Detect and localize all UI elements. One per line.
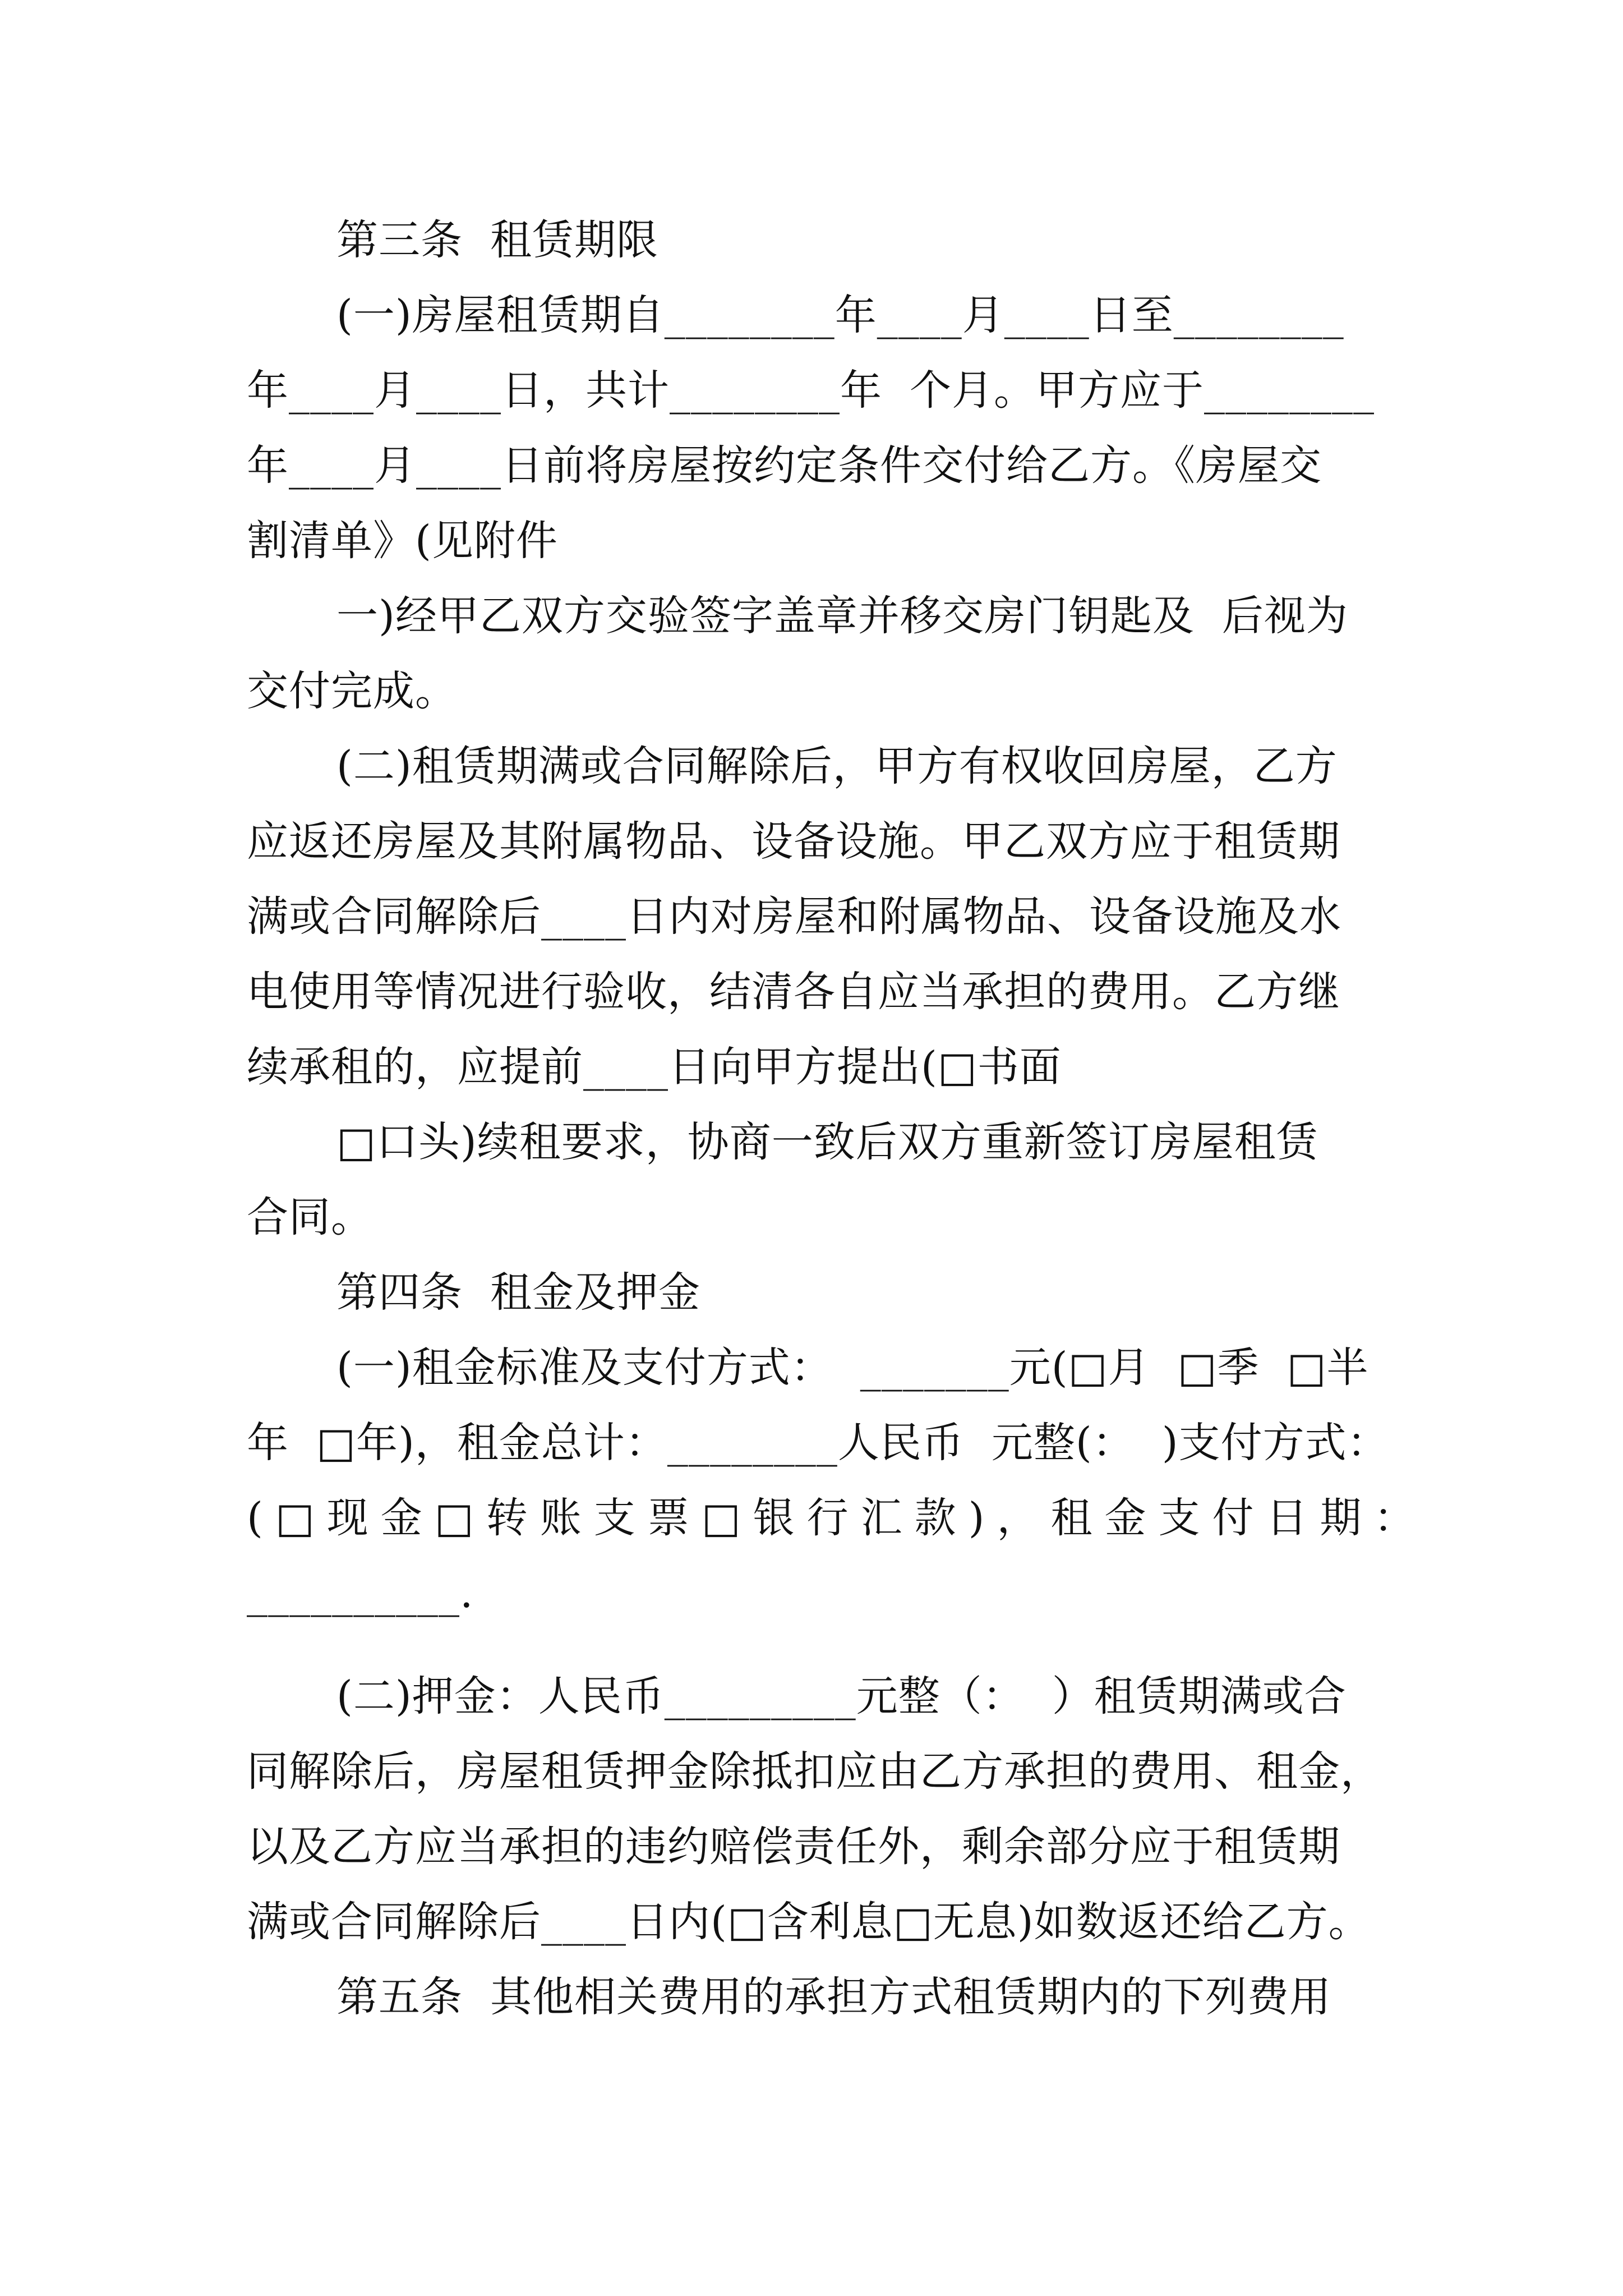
paragraph-line: 年____月____日前将房屋按约定条件交付给乙方。《房屋交 <box>247 441 1322 490</box>
paragraph-line: 以及乙方应当承担的违约赔偿责任外，剩余部分应于租赁期 <box>247 1823 1340 1871</box>
paragraph-line: □口头)续租要求，协商一致后双方重新签订房屋租赁 <box>336 1118 1318 1166</box>
paragraph-line: 年____月____日，共计________年 个月。甲方应于________ <box>247 366 1375 415</box>
paragraph-line: (二)押金：人民币_________元整（： ）租赁期满或合 <box>336 1672 1347 1720</box>
paragraph-line: 年 □年)，租金总计：________人民币 元整(： )支付方式： <box>247 1419 1389 1467</box>
paragraph-line: 电使用等情况进行验收，结清各自应当承担的费用。乙方继 <box>247 968 1340 1016</box>
paragraph-line: (二)租赁期满或合同解除后，甲方有权收回房屋，乙方 <box>336 742 1338 790</box>
paragraph-line: (□现金□转账支票□银行汇款)，租金支付日期： <box>247 1494 1428 1542</box>
paragraph-line: 交付完成。 <box>247 667 457 715</box>
paragraph-line: 满或合同解除后____日内(□含利息□无息)如数返还给乙方。 <box>247 1898 1371 1946</box>
paragraph-line: (一)房屋租赁期自________年____月____日至________ <box>336 291 1344 339</box>
paragraph-line: __________. <box>247 1569 474 1617</box>
paragraph-line: (一)租金标准及支付方式： _______元(□月 □季 □半 <box>336 1343 1369 1392</box>
article-5-heading: 第五条 其他相关费用的承担方式租赁期内的下列费用 <box>336 1973 1332 2021</box>
paragraph-line: 续承租的，应提前____日向甲方提出(□书面 <box>247 1043 1062 1091</box>
paragraph-line: 割清单》(见附件 <box>247 517 558 565</box>
article-3-heading: 第三条 租赁期限 <box>336 216 659 264</box>
paragraph-line: 满或合同解除后____日内对房屋和附属物品、设备设施及水 <box>247 892 1341 941</box>
article-4-heading: 第四条 租金及押金 <box>336 1268 701 1317</box>
paragraph-line: 应返还房屋及其附属物品、设备设施。甲乙双方应于租赁期 <box>247 817 1340 866</box>
paragraph-line: 一)经甲乙双方交验签字盖章并移交房门钥匙及 后视为 <box>336 592 1348 640</box>
paragraph-line: 同解除后，房屋租赁押金除抵扣应由乙方承担的费用、租金， <box>247 1747 1382 1796</box>
paragraph-line: 合同。 <box>247 1193 373 1241</box>
